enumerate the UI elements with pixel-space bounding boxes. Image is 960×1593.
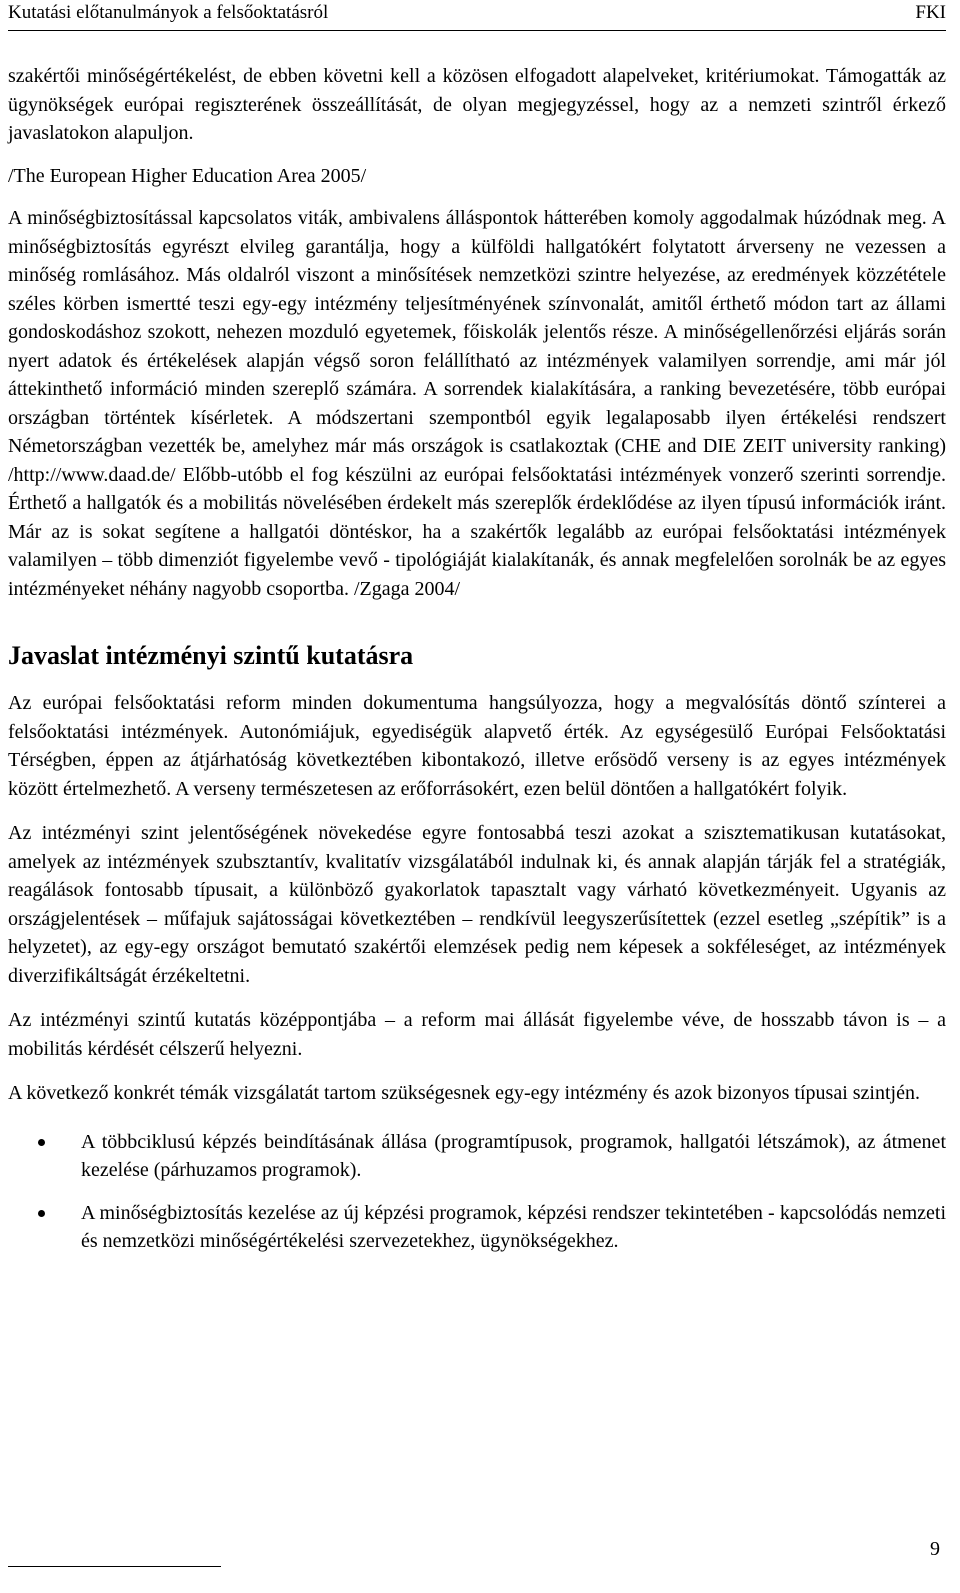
bullet-icon <box>38 1139 45 1146</box>
header-institution: FKI <box>915 2 946 23</box>
page-body <box>8 62 946 1256</box>
list-item-text: A minőségbiztosítás kezelése az új képzési programok, képzési rendszer tekintetében - kapcsolódás nemzeti és nemzetközi minőségértékelési szervezetekhez, ügynökségekhez. <box>81 1201 946 1252</box>
section-heading: Javaslat intézményi szintű kutatásra <box>8 641 414 670</box>
topic-list <box>8 1128 946 1256</box>
footer-rule <box>8 1566 221 1567</box>
body-paragraph: szakértői minőségértékelést, de ebben követni kell a közösen elfogadott alapelveket, kritériumokat. Támogatták az ügynökségek európai regiszterének összeállítását, de olyan megjegyzéssel, hogy az a nemzeti szintről érkező javaslatokon alapuljon. <box>8 65 946 144</box>
citation: /The European Higher Education Area 2005/ <box>8 164 367 187</box>
body-paragraph: Az európai felsőoktatási reform minden dokumentuma hangsúlyozza, hogy a megvalósítás döntő színterei a felsőoktatási intézmények. Autonómiájuk, egyediségük alapvető érték. Az egységesülő Európai Felsőoktatási Térségben, éppen az átjárhatóság következtében kibontakozó, illetve erősödő verseny is az egyes intézmények között értelmezhető. A verseny természetesen az erőforrásokért, ezen belül döntően a hallgatókért folyik. <box>8 692 946 800</box>
list-item-text: A többciklusú képzés beindításának állása (programtípusok, programok, hallgatói létszámok), az átmenet kezelése (párhuzamos programok). <box>81 1130 946 1181</box>
header-title: Kutatási előtanulmányok a felsőoktatásról <box>8 2 329 23</box>
list-item <box>8 1128 946 1185</box>
bullet-icon <box>38 1210 45 1217</box>
body-paragraph: A minőségbiztosítással kapcsolatos viták, ambivalens álláspontok hátterében komoly aggodalmak húzódnak meg. A minőségbiztosítás egyrészt elvileg garantálja, hogy a külföldi hallgatókért folytatott árverseny ne vezessen a minőség romlásához. Más oldalról viszont a minősítések nemzetközi szintre helyezése, az eredmények közzététele széles körben ismertté teszi egy-egy intézmény teljesítményének színvonalát, amitől érthető módon tart az állami gondoskodáshoz szokott, nehezen mozduló egyetemek, főiskolák jelentős része. A minőségellenőrzési eljárás során nyert adatok és értékelések alapján végső soron felállítható az intézmények valamilyen sorrendje, ami már jól áttekinthető információ minden szereplő számára. A sorrendek kialakítására, a ranking bevezetésére, több európai országban történtek kísérletek. A módszertani szempontból egyik legalaposabb ilyen értékelési rendszert Németországban vezették be, amelyhez már más országok is csatlakoztak (CHE and DIE ZEIT university ranking) /http://www.daad.de/ Előbb-utóbb el fog készülni az európai felsőoktatási intézmények vonzerő szerinti sorrendje. Érthető a hallgatók és a mobilitás növelésében érdekelt más szereplők érdeklődése az ilyen típusú információk iránt. Már az is sokat segítene a hallgatói döntéskor, ha a szakértők legalább az európai felsőoktatási intézmények valamilyen – több dimenziót figyelembe vevő - tipológiáját kialakítanák, és annak megfelelően sorolnák be az egyes intézményeket néhány nagyobb csoportba. /Zgaga 2004/ <box>8 207 946 600</box>
body-paragraph: Az intézményi szintű kutatás középpontjába – a reform mai állását figyelembe véve, de hosszabb távon is – a mobilitás kérdését célszerű helyezni. <box>8 1009 946 1060</box>
list-item <box>8 1199 946 1256</box>
body-paragraph: Az intézményi szint jelentőségének növekedése egyre fontosabbá teszi azokat a szisztematikusan kutatásokat, amelyek az intézmények szubsztantív, kvalitatív vizsgálatából indulnak ki, és annak alapján tárják fel a stratégiák, reagálások fontosabb típusait, a különböző gyakorlatok tapasztalt vagy várható következményeit. Ugyanis az országjelentések – műfajuk sajátosságai következtében – rendkívül leegyszerűsítettek (ezzel esetleg „szépítik” is a helyzetet), az egy-egy országot bemutató szakértői elemzések pedig nem képesek a sokféleséget, az intézmények diverzifikáltságát érzékeltetni. <box>8 822 946 987</box>
body-paragraph: A következő konkrét témák vizsgálatát tartom szükségesnek egy-egy intézmény és azok bizonyos típusai szintjén. <box>8 1082 920 1104</box>
running-header <box>8 0 946 31</box>
page-number: 9 <box>930 1538 940 1560</box>
